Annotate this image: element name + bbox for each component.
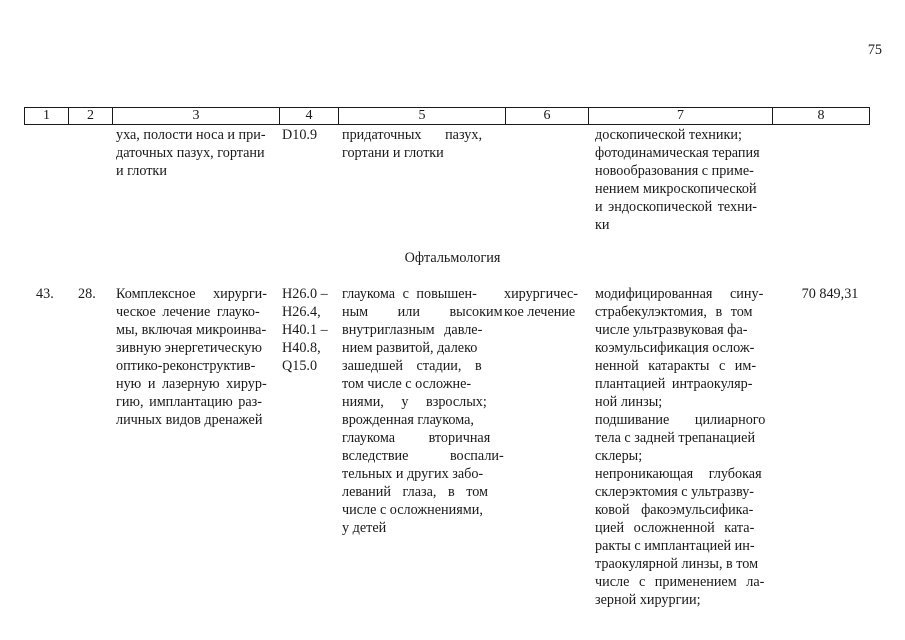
text-line: H40.1 –	[282, 322, 328, 338]
column-header-1: 1	[25, 108, 69, 125]
text-line: Комплексное хирурги-	[116, 286, 267, 302]
continued-patient-model	[342, 126, 497, 162]
column-header-6: 6	[506, 108, 589, 125]
text-line: леваний глаза, в том	[342, 484, 489, 500]
column-header-4: 4	[280, 108, 339, 125]
text-line: нием развитой, далеко	[342, 340, 478, 356]
text-line: зерной хирургии;	[595, 592, 701, 608]
text-line: числе с осложнениями,	[342, 502, 483, 518]
text-line: хирургичес-	[504, 286, 578, 302]
text-line: непроникающая глубокая	[595, 466, 762, 482]
section-title: Офтальмология	[404, 250, 501, 266]
cost-value: 70 849,31	[801, 286, 859, 302]
text-line: врожденная глаукома,	[342, 412, 474, 428]
text-line: тела с задней трепанацией	[595, 430, 756, 446]
text-line: D10.9	[282, 127, 318, 143]
column-header-7: 7	[589, 108, 773, 125]
treatment-method	[595, 285, 775, 609]
text-line: оптико-реконструктив-	[116, 358, 256, 374]
text-line: плантацией интраокуляр-	[595, 376, 753, 392]
text-line: и эндоскопической техни-	[595, 199, 758, 215]
text-line: цией осложненной ката-	[595, 520, 755, 536]
text-line: H26.0 –	[282, 286, 328, 302]
text-line: страбекулэктомия, в том	[595, 304, 753, 320]
page-number: 75	[867, 42, 882, 58]
text-line: уха, полости носа и при-	[116, 127, 266, 143]
text-line: коэмульсификация ослож-	[595, 340, 755, 356]
icd-codes	[282, 285, 338, 375]
text-line: тельных и других забо-	[342, 466, 484, 482]
treatment-name	[116, 285, 278, 429]
continued-treatment-name	[116, 126, 276, 180]
text-line: ным или высоким	[342, 304, 503, 320]
text-line: ненной катаракты с им-	[595, 358, 757, 374]
text-line: модифицированная сину-	[595, 286, 764, 302]
text-line: H26.4,	[282, 304, 321, 320]
text-line: ниями, у взрослых;	[342, 394, 487, 410]
patient-model	[342, 285, 504, 537]
text-line: ковой факоэмульсифика-	[595, 502, 754, 518]
text-line: ракты с имплантацией ин-	[595, 538, 755, 554]
column-header-5: 5	[339, 108, 506, 125]
text-line: ную и лазерную хирур-	[116, 376, 267, 392]
text-line: и глотки	[116, 163, 167, 179]
text-line: H40.8,	[282, 340, 321, 356]
text-line: доскопической техники;	[595, 127, 742, 143]
text-line: числе с применением ла-	[595, 574, 765, 590]
text-line: нением микроскопической	[595, 181, 757, 197]
text-line: том числе с осложне-	[342, 376, 472, 392]
text-line: личных видов дренажей	[116, 412, 263, 428]
text-line: гортани и глотки	[342, 145, 444, 161]
text-line: глаукома вторичная	[342, 430, 491, 446]
text-line: ной линзы;	[595, 394, 663, 410]
text-line: новообразования с приме-	[595, 163, 754, 179]
text-line: зивную энергетическую	[116, 340, 262, 356]
text-line: числе ультразвуковая фа-	[595, 322, 748, 338]
treatment-type	[504, 285, 586, 321]
text-line: вследствие воспали-	[342, 448, 504, 464]
text-line: ческое лечение глауко-	[116, 304, 260, 320]
text-line: зашедшей стадии, в	[342, 358, 482, 374]
group-number: 28.	[78, 286, 96, 302]
column-header-3: 3	[113, 108, 280, 125]
text-line: склеры;	[595, 448, 643, 464]
column-header-8: 8	[773, 108, 870, 125]
text-line: глаукома с повышен-	[342, 286, 477, 302]
text-line: даточных пазух, гортани	[116, 145, 265, 161]
continued-treatment-method	[595, 126, 775, 234]
continued-icd-codes	[282, 126, 337, 144]
column-header-row	[24, 107, 870, 125]
text-line: внутриглазным давле-	[342, 322, 483, 338]
text-line: мы, включая микроинва-	[116, 322, 267, 338]
text-line: гию, имплантацию раз-	[116, 394, 262, 410]
text-line: подшивание цилиарного	[595, 412, 766, 428]
column-header-2: 2	[69, 108, 113, 125]
text-line: у детей	[342, 520, 387, 536]
text-line: ки	[595, 217, 610, 233]
text-line: фотодинамическая терапия	[595, 145, 760, 161]
text-line: траокулярной линзы, в том	[595, 556, 759, 572]
text-line: Q15.0	[282, 358, 318, 374]
text-line: придаточных пазух,	[342, 127, 482, 143]
row-number: 43.	[36, 286, 54, 302]
text-line: склерэктомия с ультразву-	[595, 484, 755, 500]
text-line: кое лечение	[504, 304, 576, 320]
